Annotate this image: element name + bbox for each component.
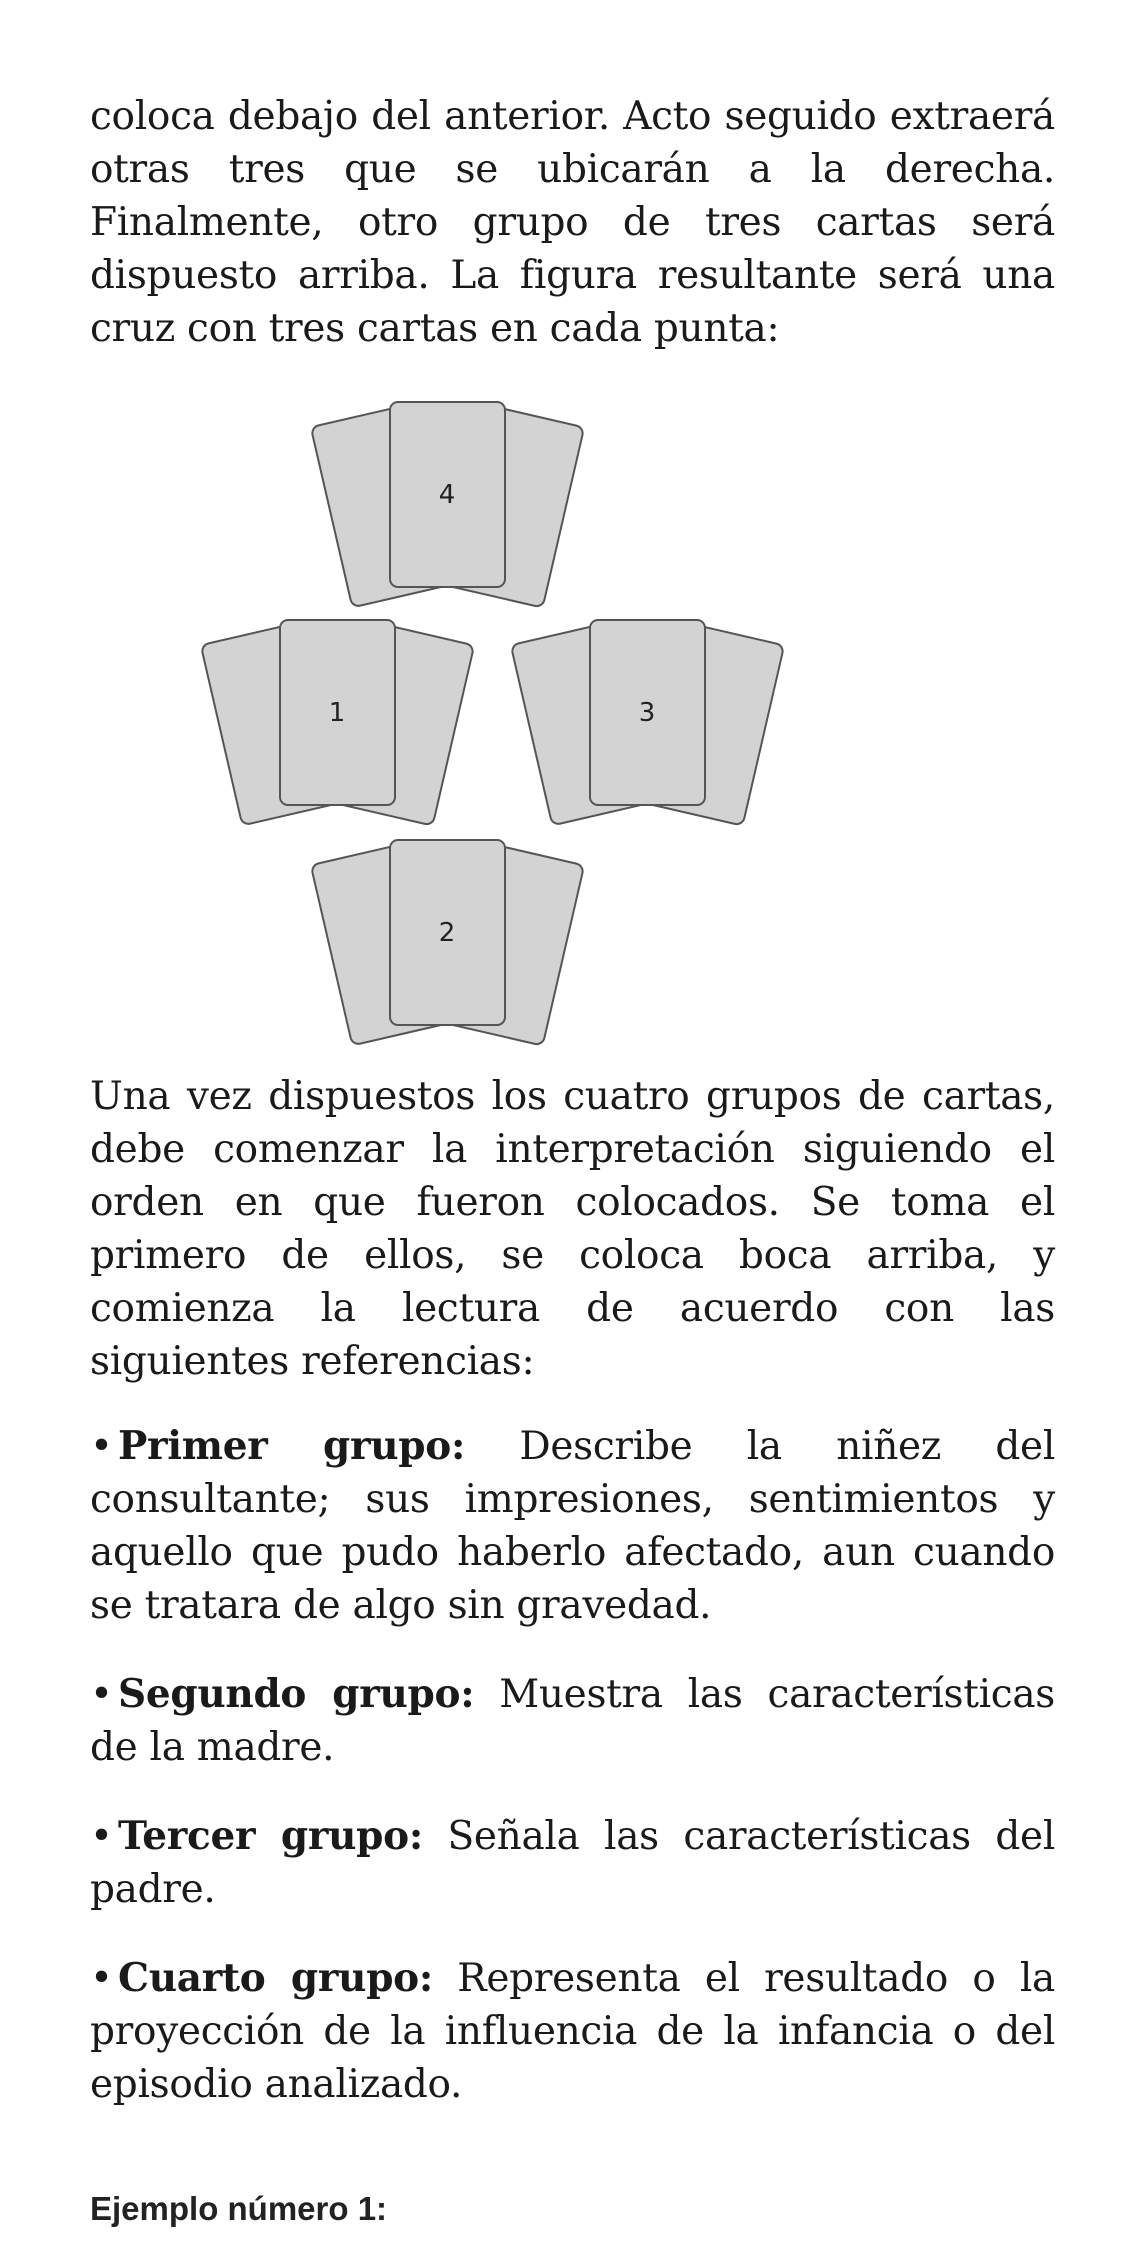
intro-text: coloca debajo del anterior. Acto seguido extraerá otras tres que se ubicarán a la derecha. Finalmente, otro grupo de tres cartas será dispuesto arriba. La figura resultante será una cruz con tres cartas en cada punta: (90, 94, 1055, 351)
bullet-icon: • (90, 1956, 113, 2001)
list-item-primer (90, 1420, 1055, 1632)
card-cross-figure (90, 380, 1055, 1060)
list-item-title: Tercer grupo: (118, 1813, 423, 1859)
card-group-1 (201, 619, 474, 825)
list-item-text: Describe la niñez del consultante; sus impresiones, sentimientos y aquello que pudo haberlo afectado, aun cuando se tratara de algo sin gravedad. (90, 1424, 1055, 1628)
list-item-text: Representa el resultado o la proyección de la influencia de la infancia o del episodio analizado. (90, 1956, 1055, 2107)
list-item-text: Señala las características del padre. (90, 1814, 1055, 1912)
list-item-title: Cuarto grupo: (118, 1955, 433, 2001)
intro-paragraph (90, 90, 1055, 355)
example-heading: Ejemplo número 1: (90, 2190, 388, 2227)
bullet-icon: • (90, 1672, 113, 1717)
body-text: Una vez dispuestos los cuatro grupos de cartas, debe comenzar la interpretación siguiendo el orden en que fueron colocados. Se toma el primero de ellos, se coloca boca arriba, y comienza la lectura de acuerdo con las siguientes referencias: (90, 1074, 1055, 1384)
card-group-2-label: 2 (438, 918, 456, 948)
list-item-segundo (90, 1668, 1055, 1774)
card-group-4-label: 4 (438, 480, 456, 510)
group-list (90, 1420, 1055, 2147)
body-paragraph (90, 1070, 1055, 1388)
bullet-icon: • (90, 1424, 113, 1469)
list-item-text: Muestra las características de la madre. (90, 1672, 1055, 1770)
list-item-tercer (90, 1810, 1055, 1916)
card-group-3-label: 3 (638, 698, 656, 728)
card-group-2 (311, 839, 584, 1045)
list-item-title: Primer grupo: (118, 1423, 466, 1469)
card-group-1-label: 1 (328, 698, 346, 728)
list-item-title: Segundo grupo: (118, 1671, 475, 1717)
bullet-icon: • (90, 1814, 113, 1859)
list-item-cuarto (90, 1952, 1055, 2111)
card-group-4 (311, 401, 584, 607)
card-group-3 (511, 619, 784, 825)
